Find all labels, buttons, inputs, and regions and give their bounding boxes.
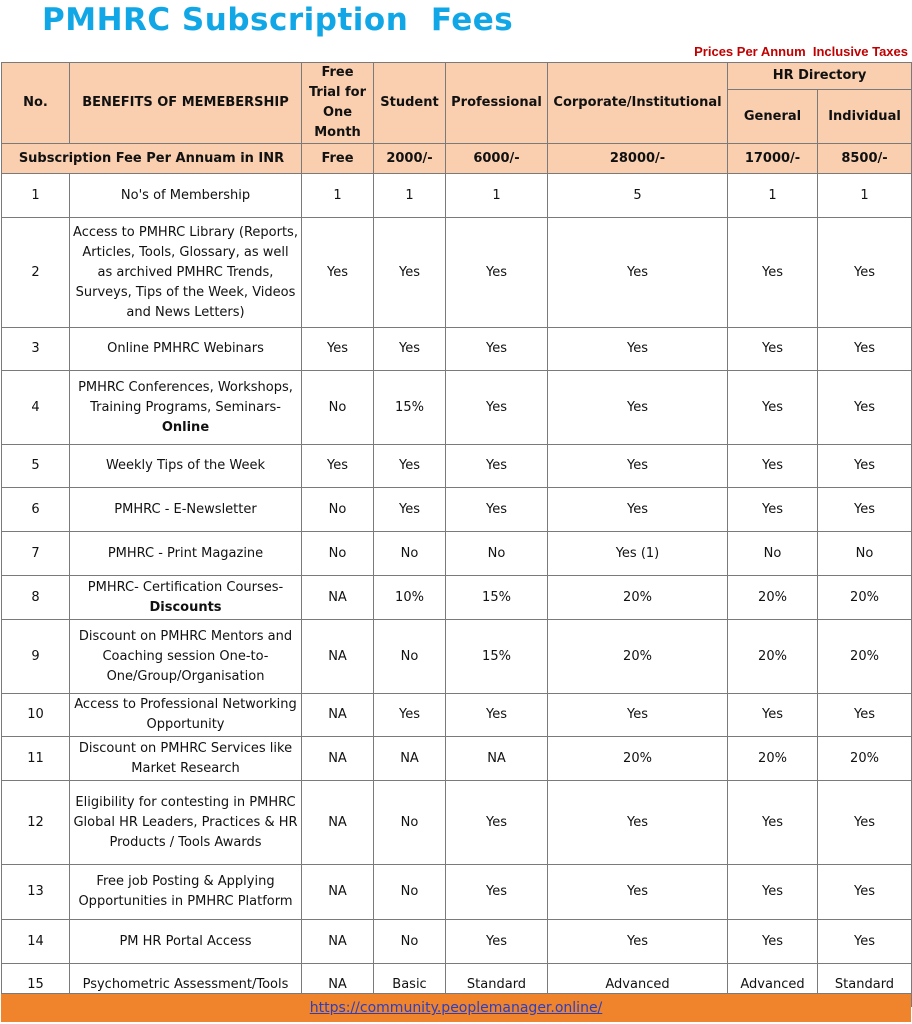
benefit-cell (70, 445, 302, 488)
row-number: 13 (2, 865, 70, 920)
cell-general: 1 (728, 174, 818, 218)
benefit-text: PMHRC - Print Magazine (107, 545, 264, 561)
cell-professional: Yes (446, 488, 548, 532)
cell-professional: Yes (446, 781, 548, 865)
cell-professional: Yes (446, 218, 548, 328)
row-number: 14 (2, 920, 70, 964)
cell-individual: Yes (818, 371, 912, 445)
cell-student: No (374, 865, 446, 920)
fee-row (2, 144, 912, 174)
benefit-text: Psychometric Assessment/Tools (82, 977, 289, 992)
cell-professional: 15% (446, 620, 548, 694)
benefit-cell (70, 174, 302, 218)
cell-individual: Yes (818, 781, 912, 865)
table-row (2, 532, 912, 576)
cell-general: Yes (728, 445, 818, 488)
cell-general: Yes (728, 488, 818, 532)
cell-student: 10% (374, 576, 446, 620)
cell-individual: Yes (818, 865, 912, 920)
cell-free-trial: No (302, 532, 374, 576)
cell-individual: Standard (818, 964, 912, 1007)
cell-general: Yes (728, 218, 818, 328)
cell-individual: Yes (818, 488, 912, 532)
cell-free-trial: NA (302, 737, 374, 781)
benefit-text: Online PMHRC Webinars (107, 341, 264, 356)
price-note: Prices Per Annum Inclusive Taxes (694, 44, 908, 59)
cell-professional: Yes (446, 328, 548, 371)
row-number: 15 (2, 964, 70, 1007)
cell-student: 1 (374, 174, 446, 218)
cell-student: Yes (374, 694, 446, 737)
footer-bar (1, 993, 911, 1022)
cell-general: Yes (728, 371, 818, 445)
cell-free-trial: NA (302, 620, 374, 694)
row-number: 2 (2, 218, 70, 328)
benefit-cell (70, 781, 302, 865)
cell-general: No (728, 532, 818, 576)
cell-corporate: Yes (548, 218, 728, 328)
cell-student: Yes (374, 488, 446, 532)
cell-individual: No (818, 532, 912, 576)
fee-student: 2000/- (374, 144, 446, 174)
table-row (2, 781, 912, 865)
row-number: 6 (2, 488, 70, 532)
benefit-cell (70, 218, 302, 328)
row-number: 7 (2, 532, 70, 576)
fee-professional: 6000/- (446, 144, 548, 174)
cell-professional: 1 (446, 174, 548, 218)
cell-student: No (374, 620, 446, 694)
cell-corporate: Yes (548, 488, 728, 532)
header-student: Student (374, 63, 446, 144)
cell-individual: 20% (818, 576, 912, 620)
header-corporate: Corporate/Institutional (548, 63, 728, 144)
cell-general: Yes (728, 920, 818, 964)
cell-professional: 15% (446, 576, 548, 620)
cell-general: Yes (728, 781, 818, 865)
cell-free-trial: NA (302, 781, 374, 865)
benefit-cell (70, 371, 302, 445)
page-title: PMHRC Subscription Fees (42, 2, 514, 38)
cell-corporate: Yes (548, 781, 728, 865)
cell-student: NA (374, 737, 446, 781)
benefit-text: No's of Membership (120, 187, 251, 203)
cell-professional: Standard (446, 964, 548, 1007)
benefit-text: Free job Posting & Applying Opportunities in PMHRC Platform (78, 874, 293, 909)
row-number: 5 (2, 445, 70, 488)
benefit-cell (70, 737, 302, 781)
cell-general: 20% (728, 620, 818, 694)
table-row (2, 371, 912, 445)
cell-individual: Yes (818, 694, 912, 737)
benefit-text: Discount on PMHRC Mentors and Coaching session One-to-One/Group/Organisation (78, 628, 293, 684)
cell-individual: Yes (818, 920, 912, 964)
table-row (2, 488, 912, 532)
benefit-text: Discount on PMHRC Services like Market Research (78, 740, 293, 776)
benefit-cell (70, 620, 302, 694)
cell-general: Yes (728, 694, 818, 737)
fee-row-label: Subscription Fee Per Annuam in INR (2, 144, 302, 174)
cell-general: Yes (728, 865, 818, 920)
fee-free-trial: Free (302, 144, 374, 174)
cell-free-trial: NA (302, 865, 374, 920)
row-number: 10 (2, 694, 70, 737)
cell-corporate: 20% (548, 737, 728, 781)
cell-free-trial: Yes (302, 218, 374, 328)
cell-student: Yes (374, 218, 446, 328)
header-professional: Professional (446, 63, 548, 144)
row-number: 9 (2, 620, 70, 694)
benefit-text: PMHRC- Certification Courses- (87, 579, 284, 595)
cell-free-trial: NA (302, 964, 374, 1007)
benefit-cell (70, 328, 302, 371)
header-free-trial: Free Trial for One Month (302, 63, 374, 144)
benefit-cell (70, 532, 302, 576)
table-row (2, 737, 912, 781)
cell-corporate: Yes (548, 920, 728, 964)
cell-general: Yes (728, 328, 818, 371)
benefit-text: PMHRC Conferences, Workshops, Training Programs, Seminars- (78, 379, 293, 415)
table-row (2, 576, 912, 620)
cell-free-trial: Yes (302, 328, 374, 371)
row-number: 1 (2, 174, 70, 218)
benefit-text: Access to Professional Networking Opportunity (74, 697, 297, 732)
header-general: General (728, 90, 818, 144)
cell-student: Yes (374, 328, 446, 371)
cell-free-trial: Yes (302, 445, 374, 488)
cell-free-trial: No (302, 371, 374, 445)
benefit-cell (70, 694, 302, 737)
cell-free-trial: NA (302, 576, 374, 620)
footer-link[interactable]: https://community.peoplemanager.online/ (309, 1000, 603, 1016)
row-number: 4 (2, 371, 70, 445)
benefit-emphasis: Discounts (149, 599, 222, 615)
cell-student: No (374, 781, 446, 865)
benefit-text: PM HR Portal Access (119, 933, 252, 949)
table-row (2, 620, 912, 694)
table-row (2, 694, 912, 737)
cell-general: 20% (728, 737, 818, 781)
cell-corporate: Yes (1) (548, 532, 728, 576)
benefit-text: Weekly Tips of the Week (105, 458, 266, 473)
cell-free-trial: NA (302, 920, 374, 964)
cell-student: No (374, 532, 446, 576)
cell-corporate: 5 (548, 174, 728, 218)
cell-free-trial: No (302, 488, 374, 532)
cell-corporate: Yes (548, 865, 728, 920)
cell-individual: 1 (818, 174, 912, 218)
cell-professional: Yes (446, 694, 548, 737)
cell-corporate: Yes (548, 445, 728, 488)
cell-free-trial: 1 (302, 174, 374, 218)
benefit-cell (70, 488, 302, 532)
cell-free-trial: NA (302, 694, 374, 737)
benefit-text: Eligibility for contesting in PMHRC Global HR Leaders, Practices & HR Products / Tools Awards (73, 794, 298, 850)
cell-student: 15% (374, 371, 446, 445)
cell-corporate: 20% (548, 576, 728, 620)
cell-corporate: Yes (548, 371, 728, 445)
fee-individual: 8500/- (818, 144, 912, 174)
table-row (2, 445, 912, 488)
cell-corporate: Yes (548, 328, 728, 371)
fee-general: 17000/- (728, 144, 818, 174)
row-number: 11 (2, 737, 70, 781)
header-no: No. (2, 63, 70, 144)
cell-student: No (374, 920, 446, 964)
row-number: 12 (2, 781, 70, 865)
cell-individual: 20% (818, 737, 912, 781)
fees-table (1, 62, 912, 1007)
benefit-cell (70, 865, 302, 920)
cell-general: Advanced (728, 964, 818, 1007)
cell-individual: Yes (818, 218, 912, 328)
benefit-cell (70, 576, 302, 620)
benefit-text: Access to PMHRC Library (Reports, Articles, Tools, Glossary, as well as archived PMHRC Trends, Surveys, Tips of the Week, Videos and News Letters) (73, 224, 298, 320)
cell-corporate: Advanced (548, 964, 728, 1007)
table-row (2, 920, 912, 964)
table-row (2, 174, 912, 218)
cell-professional: Yes (446, 445, 548, 488)
cell-professional: Yes (446, 865, 548, 920)
header-individual: Individual (818, 90, 912, 144)
cell-general: 20% (728, 576, 818, 620)
table-row (2, 328, 912, 371)
cell-corporate: Yes (548, 694, 728, 737)
row-number: 8 (2, 576, 70, 620)
benefit-emphasis: Online (161, 419, 210, 435)
table-row (2, 218, 912, 328)
header-benefits: BENEFITS OF MEMEBERSHIP (70, 63, 302, 144)
table-row (2, 865, 912, 920)
fee-corporate: 28000/- (548, 144, 728, 174)
cell-student: Basic (374, 964, 446, 1007)
cell-professional: NA (446, 737, 548, 781)
cell-corporate: 20% (548, 620, 728, 694)
header-hr-directory: HR Directory (728, 63, 912, 90)
cell-individual: Yes (818, 445, 912, 488)
cell-professional: No (446, 532, 548, 576)
benefit-text: PMHRC - E-Newsletter (114, 501, 257, 517)
benefit-cell (70, 920, 302, 964)
cell-professional: Yes (446, 920, 548, 964)
cell-individual: Yes (818, 328, 912, 371)
cell-student: Yes (374, 445, 446, 488)
row-number: 3 (2, 328, 70, 371)
cell-individual: 20% (818, 620, 912, 694)
cell-professional: Yes (446, 371, 548, 445)
